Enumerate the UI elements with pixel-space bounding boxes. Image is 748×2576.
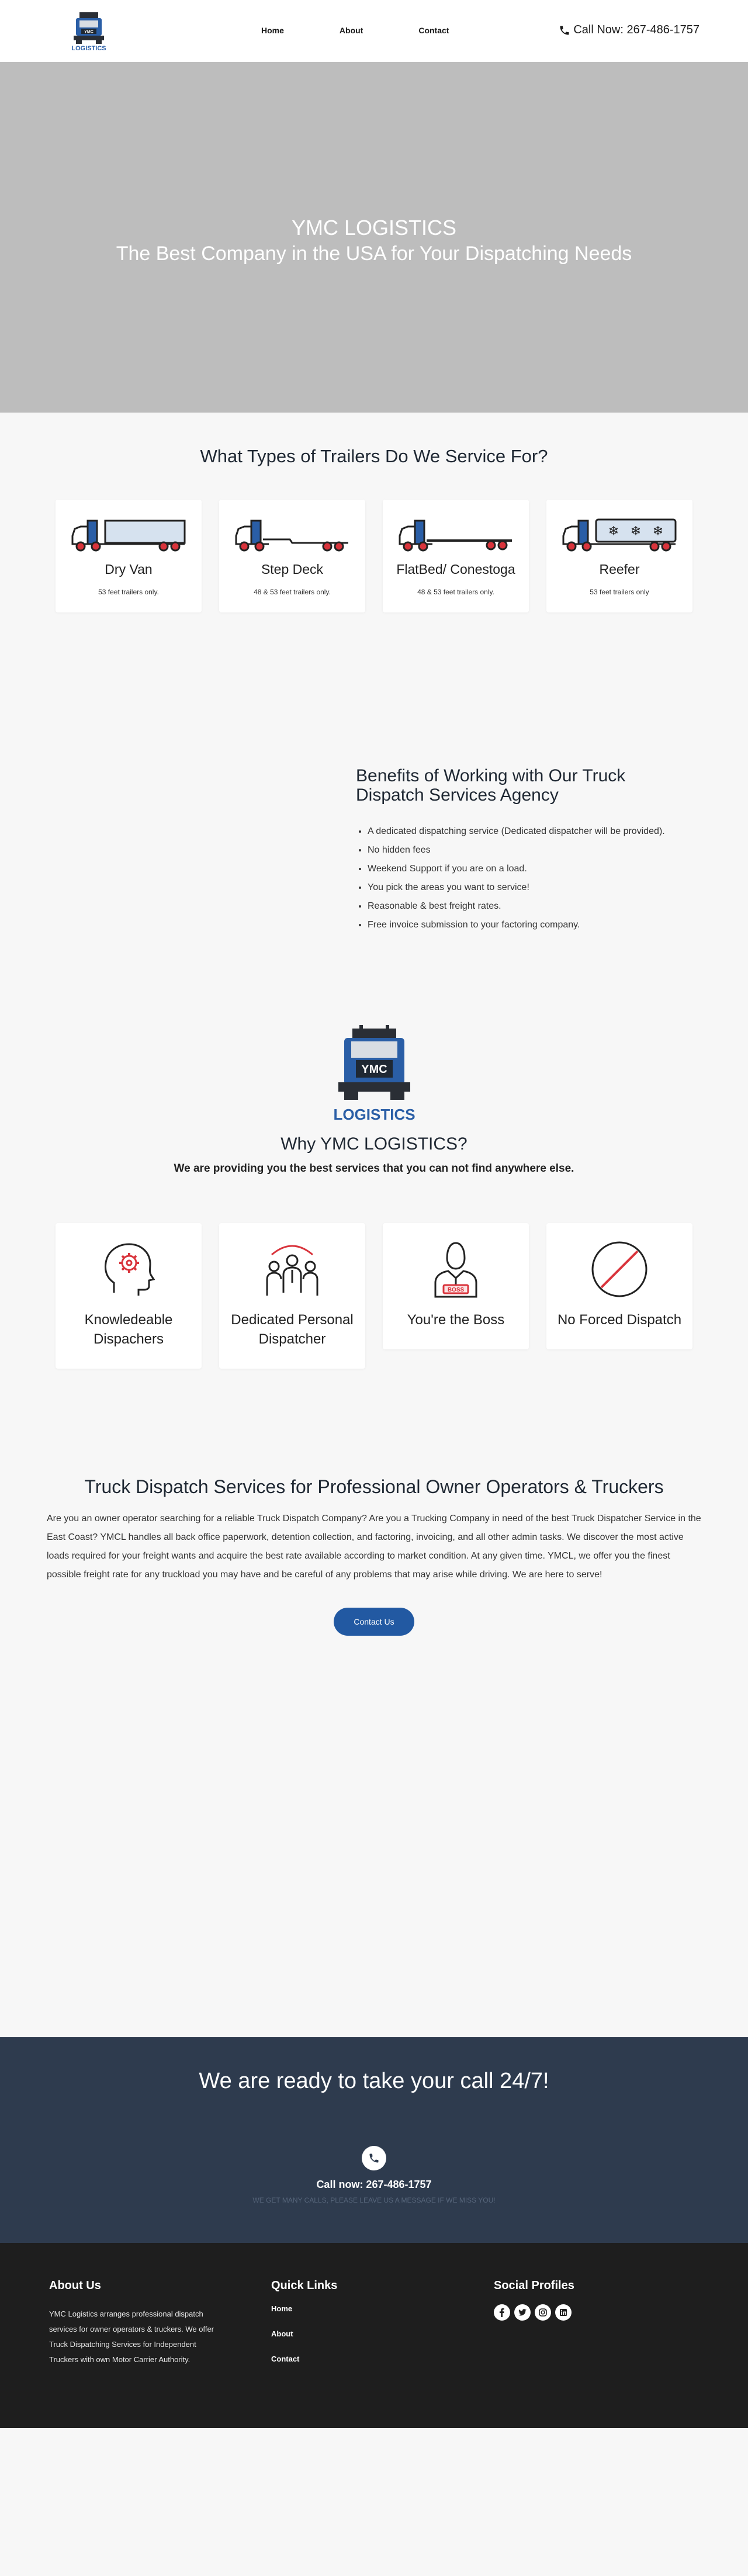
header-call-now[interactable]: [559, 23, 699, 37]
trailer-card: [56, 500, 202, 612]
why-card-title: Dedicated Personal Dispatcher: [231, 1312, 354, 1347]
trailer-note: 53 feet trailers only: [590, 588, 649, 596]
logo[interactable]: [65, 8, 112, 54]
site-footer: [0, 2243, 748, 2428]
trailer-card-list: [0, 500, 748, 612]
why-card: [219, 1223, 365, 1369]
site-header: [0, 0, 748, 62]
nav-home[interactable]: Home: [261, 26, 284, 35]
instagram-icon[interactable]: [535, 2304, 551, 2321]
svg-text:LOGISTICS: LOGISTICS: [333, 1106, 415, 1123]
trailer-name: FlatBed/ Conestoga: [396, 562, 515, 577]
benefits-title: Benefits of Working with Our Truck Dispatch Services Agency: [356, 766, 626, 805]
trailer-name: Reefer: [599, 562, 640, 577]
dispatch-section: [0, 1476, 748, 2037]
why-title: Why YMC LOGISTICS?: [280, 1134, 468, 1154]
svg-text:YMC: YMC: [361, 1063, 387, 1076]
hero-title: YMC LOGISTICS: [291, 216, 457, 240]
why-section: [0, 1020, 748, 1476]
social-icons: [494, 2304, 574, 2321]
trailers-title: What Types of Trailers Do We Service For?: [200, 446, 548, 466]
footer-social: [494, 2279, 574, 2321]
nav-contact[interactable]: Contact: [418, 26, 449, 35]
footer-about-text: YMC Logistics arranges professional dispatch services for owner operators & truckers. We offer Truck Dispatching Services for Independent Truckers with own Motor Carrier Authority.: [49, 2310, 214, 2364]
linkedin-icon[interactable]: [555, 2304, 572, 2321]
why-subtitle: We are providing you the best services that you can not find anywhere else.: [174, 1162, 574, 1175]
nav-about[interactable]: About: [339, 26, 363, 35]
team-icon: [260, 1237, 324, 1301]
trailer-name: Step Deck: [261, 562, 324, 577]
list-item: [271, 2329, 337, 2338]
boss-icon: [424, 1237, 488, 1301]
call-to-action: [0, 2037, 748, 2243]
main-nav: [261, 26, 449, 35]
benefits-content: [356, 766, 683, 934]
trailer-card: [219, 500, 365, 612]
footer-link-about[interactable]: About: [271, 2329, 293, 2338]
list-item: • Weekend Support if you are on a load.: [368, 860, 683, 878]
benefits-section: [0, 693, 748, 1020]
trailers-section: [0, 413, 748, 693]
contact-button-wrap: [47, 1608, 701, 1636]
brain-gear-icon: [96, 1237, 161, 1301]
footer-about: [49, 2279, 219, 2367]
svg-text:❄: ❄: [630, 524, 642, 538]
benefits-list: [356, 822, 683, 934]
why-card: [56, 1223, 202, 1369]
why-card-title: You're the Boss: [407, 1312, 505, 1328]
cta-note: WE GET MANY CALLS, PLEASE LEAVE US A MESSAGE IF WE MISS YOU!: [252, 2196, 496, 2204]
phone-icon: [368, 2152, 380, 2164]
dispatch-title: Truck Dispatch Services for Professional Owner Operators & Truckers: [84, 1476, 664, 1497]
cta-title: We are ready to take your call 24/7!: [199, 2069, 549, 2093]
contact-us-button[interactable]: Contact Us: [334, 1608, 414, 1636]
list-item: • Reasonable & best freight rates.: [368, 897, 683, 916]
company-logo: [323, 1024, 425, 1126]
why-card-list: [0, 1223, 748, 1369]
dispatch-body: Are you an owner operator searching for a reliable Truck Dispatch Company? Are you a Trucking Company in need of the best Truck Dispatcher Service in the East Coast? YMCL handles all back office paperwork, detention collection, and factoring, invoicing, and all other admin tasks. We discover the most active loads required for your freight wants and acquire the best rate available according to market condition. At any given time. YMCL, we offer you the finest possible freight rate for any truckload you may have and be careful of any problems that may arise while driving. We are here to serve!: [47, 1514, 701, 1580]
why-card: [383, 1223, 529, 1349]
flatbed-icon: [397, 513, 514, 553]
footer-links-title: Quick Links: [271, 2279, 338, 2292]
list-item: [271, 2355, 337, 2363]
hero-banner: [0, 62, 748, 413]
footer-links-list: [271, 2304, 337, 2363]
why-card-title: No Forced Dispatch: [557, 1312, 682, 1328]
phone-icon: [559, 25, 570, 36]
no-sign-icon: [587, 1237, 652, 1301]
svg-text:YMC: YMC: [84, 30, 94, 34]
facebook-icon[interactable]: [494, 2304, 510, 2321]
footer-link-home[interactable]: Home: [271, 2304, 293, 2313]
hero-subtitle: The Best Company in the USA for Your Dispatching Needs: [116, 243, 632, 265]
svg-text:LOGISTICS: LOGISTICS: [71, 45, 106, 52]
svg-text:❄: ❄: [652, 524, 664, 538]
why-card: [546, 1223, 692, 1349]
list-item: • Free invoice submission to your factoring company.: [368, 916, 683, 934]
step-deck-icon: [234, 513, 351, 553]
svg-text:BOSS: BOSS: [447, 1287, 465, 1293]
reefer-icon: [561, 513, 678, 553]
svg-text:❄: ❄: [608, 524, 619, 538]
trailer-name: Dry Van: [105, 562, 153, 577]
list-item: [271, 2304, 337, 2313]
list-item: • A dedicated dispatching service (Dedicated dispatcher will be provided).: [368, 822, 683, 841]
trailer-card: [383, 500, 529, 612]
trailer-note: 48 & 53 feet trailers only.: [417, 588, 494, 596]
why-card-title: Knowledeable Dispachers: [84, 1312, 173, 1347]
cta-call-number[interactable]: Call now: 267-486-1757: [316, 2179, 432, 2190]
cta-phone-button[interactable]: [362, 2146, 386, 2170]
twitter-icon[interactable]: [514, 2304, 531, 2321]
call-now-text: Call Now: 267-486-1757: [573, 23, 699, 36]
trailer-card: [546, 500, 692, 612]
trailer-note: 48 & 53 feet trailers only.: [254, 588, 331, 596]
list-item: • No hidden fees: [368, 841, 683, 860]
dry-van-icon: [70, 513, 187, 553]
footer-link-contact[interactable]: Contact: [271, 2355, 300, 2363]
footer-quick-links: [271, 2279, 337, 2380]
footer-social-title: Social Profiles: [494, 2279, 574, 2292]
footer-about-title: About Us: [49, 2279, 101, 2292]
list-item: • You pick the areas you want to service!: [368, 878, 683, 897]
trailer-note: 53 feet trailers only.: [98, 588, 159, 596]
